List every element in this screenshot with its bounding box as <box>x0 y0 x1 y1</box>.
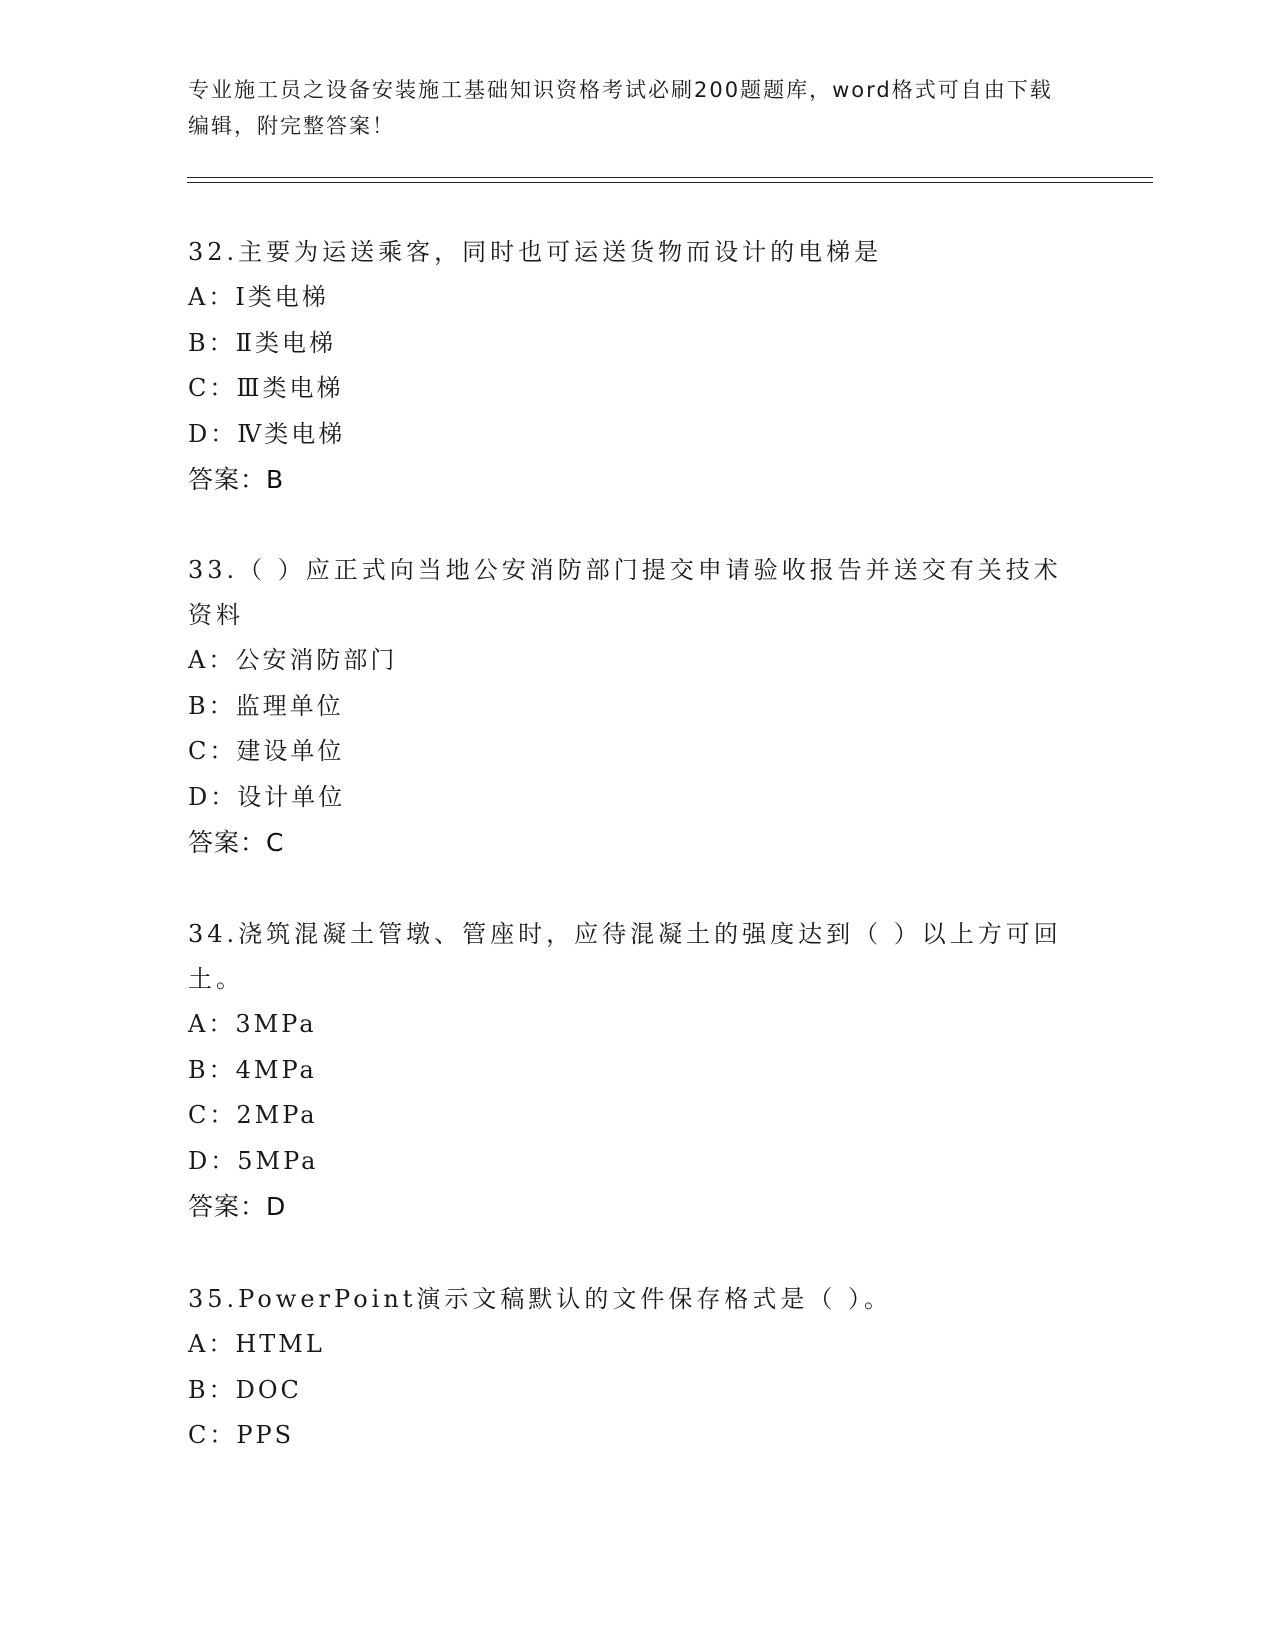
option-b: B：Ⅱ类电梯 <box>188 328 336 357</box>
option-a: A：公安消防部门 <box>188 646 398 674</box>
option-b: B：4MPa <box>188 1055 317 1084</box>
option-a: A：HTML <box>188 1330 325 1358</box>
question-text: 33.（ ）应正式向当地公安消防部门提交申请验收报告并送交有关技术资料 <box>188 556 1062 629</box>
header-divider-top <box>187 177 1153 178</box>
option-b: B：DOC <box>188 1375 302 1404</box>
header-divider-bottom <box>187 182 1153 183</box>
option-c: C：2MPa <box>188 1101 318 1129</box>
question-33 <box>188 548 1088 866</box>
option-d: D：5MPa <box>188 1146 319 1175</box>
answer: 答案：C <box>188 828 285 857</box>
option-a: A：3MPa <box>188 1010 317 1038</box>
option-d: D：设计单位 <box>188 782 346 811</box>
option-d: D：Ⅳ类电梯 <box>188 419 346 448</box>
answer: 答案：D <box>188 1192 287 1221</box>
option-c: C：建设单位 <box>188 737 345 765</box>
question-text: 35.PowerPoint演示文稿默认的文件保存格式是（ ）。 <box>188 1285 893 1313</box>
question-34 <box>188 912 1088 1230</box>
document-header: 专业施工员之设备安装施工基础知识资格考试必刷200题题库，word格式可自由下载编辑，附完整答案！ <box>188 78 1053 138</box>
question-text: 32.主要为运送乘客，同时也可运送货物而设计的电梯是 <box>188 238 883 266</box>
option-c: C：PPS <box>188 1421 295 1449</box>
option-a: A：Ⅰ类电梯 <box>188 283 329 311</box>
option-c: C：Ⅲ类电梯 <box>188 374 344 402</box>
option-b: B：监理单位 <box>188 691 344 720</box>
question-35 <box>188 1277 1088 1459</box>
question-text: 34.浇筑混凝土管墩、管座时，应待混凝土的强度达到（ ）以上方可回土。 <box>188 920 1062 993</box>
answer: 答案：B <box>188 465 285 494</box>
question-32 <box>188 230 1088 503</box>
